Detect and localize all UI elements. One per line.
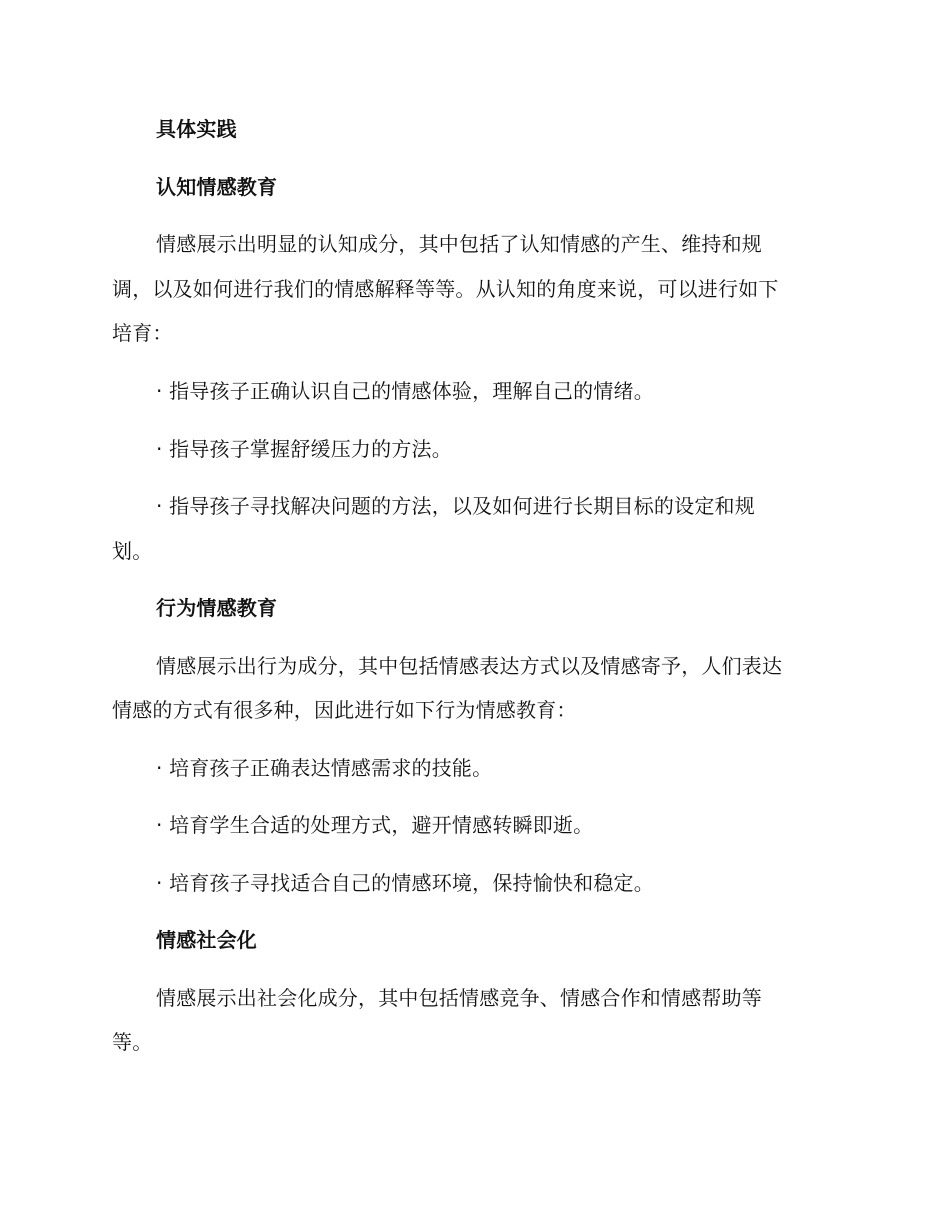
social-heading: 情感社会化 — [156, 928, 257, 952]
section-title: 具体实践 — [156, 117, 237, 141]
social-paragraph-line-2: 等。 — [112, 1030, 153, 1054]
cognitive-paragraph-line-2: 调，以及如何进行我们的情感解释等等。从认知的角度来说，可以进行如下 — [112, 277, 779, 301]
behavioral-heading: 行为情感教育 — [156, 596, 278, 620]
cognitive-heading: 认知情感教育 — [156, 175, 278, 199]
cognitive-paragraph-line-1: 情感展示出明显的认知成分，其中包括了认知情感的产生、维持和规 — [156, 232, 762, 256]
behavioral-paragraph-line-1: 情感展示出行为成分，其中包括情感表达方式以及情感寄予，人们表达 — [156, 654, 783, 678]
behavioral-bullet-1: · 培育孩子正确表达情感需求的技能。 — [156, 756, 493, 780]
cognitive-bullet-3-line-2: 划。 — [112, 539, 153, 563]
cognitive-bullet-3-line-1: · 指导孩子寻找解决问题的方法，以及如何进行长期目标的设定和规 — [156, 494, 755, 518]
cognitive-paragraph-line-3: 培育： — [112, 321, 173, 345]
behavioral-bullet-2: · 培育学生合适的处理方式，避开情感转瞬即逝。 — [156, 813, 594, 837]
social-paragraph-line-1: 情感展示出社会化成分，其中包括情感竞争、情感合作和情感帮助等 — [156, 986, 762, 1010]
behavioral-paragraph-line-2: 情感的方式有很多种，因此进行如下行为情感教育： — [112, 698, 577, 722]
behavioral-bullet-3: · 培育孩子寻找适合自己的情感环境，保持愉快和稳定。 — [156, 871, 654, 895]
cognitive-bullet-2: · 指导孩子掌握舒缓压力的方法。 — [156, 437, 452, 461]
cognitive-bullet-1: · 指导孩子正确认识自己的情感体验，理解自己的情绪。 — [156, 379, 654, 403]
